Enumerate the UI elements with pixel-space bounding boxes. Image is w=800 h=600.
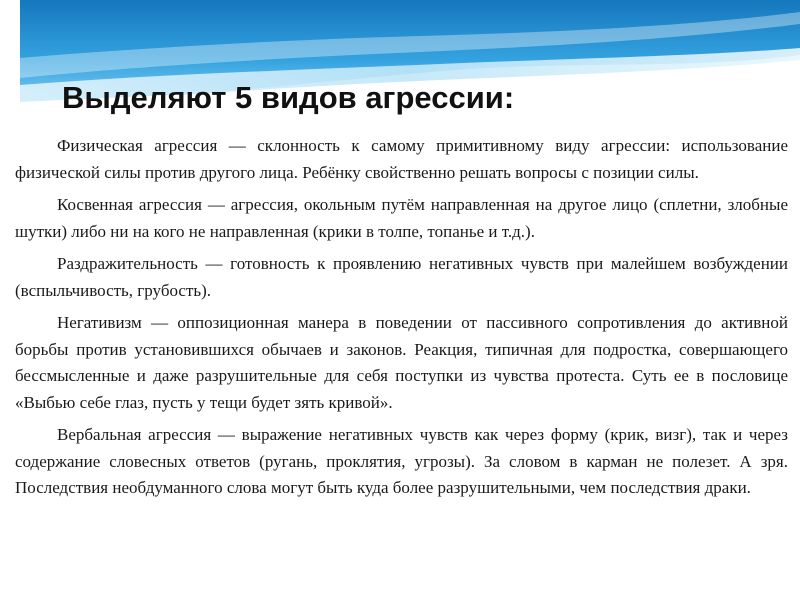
paragraph-indirect-aggression: Косвенная агрессия — агрессия, окольным путём направленная на другое лицо (сплетни, злобные шутки) либо ни на кого не направленная (крики в толпе, топанье и т.д.).: [15, 195, 788, 241]
paragraph-irritability: Раздражительность — готовность к проявлению негативных чувств при малейшем возбуждении (вспыльчивость, грубость).: [15, 254, 788, 300]
paragraph-verbal-aggression: Вербальная агрессия — выражение негативных чувств как через форму (крик, визг), так и через содержание словесных ответов (ругань, проклятия, угрозы). За словом в карман не полезет. А зря. Последствия необдуманного слова могут быть куда более разрушительными, чем последствия драки.: [15, 425, 788, 497]
paragraph-physical-aggression: Физическая агрессия — склонность к самому примитивному виду агрессии: использование физической силы против другого лица. Ребёнку свойственно решать вопросы с позиции силы.: [15, 136, 788, 182]
slide-title: Выделяют 5 видов агрессии:: [62, 80, 515, 115]
slide-content: [15, 133, 788, 508]
paragraph-negativism: Негативизм — оппозиционная манера в поведении от пассивного сопротивления до активной борьбы против установившихся обычаев и законов. Реакция, типичная для подростка, совершающего бессмысленные и даже разрушительные для себя поступки из чувства протеста. Суть ее в пословице «Выбью себе глаз, пусть у тещи будет зять кривой».: [15, 313, 788, 412]
